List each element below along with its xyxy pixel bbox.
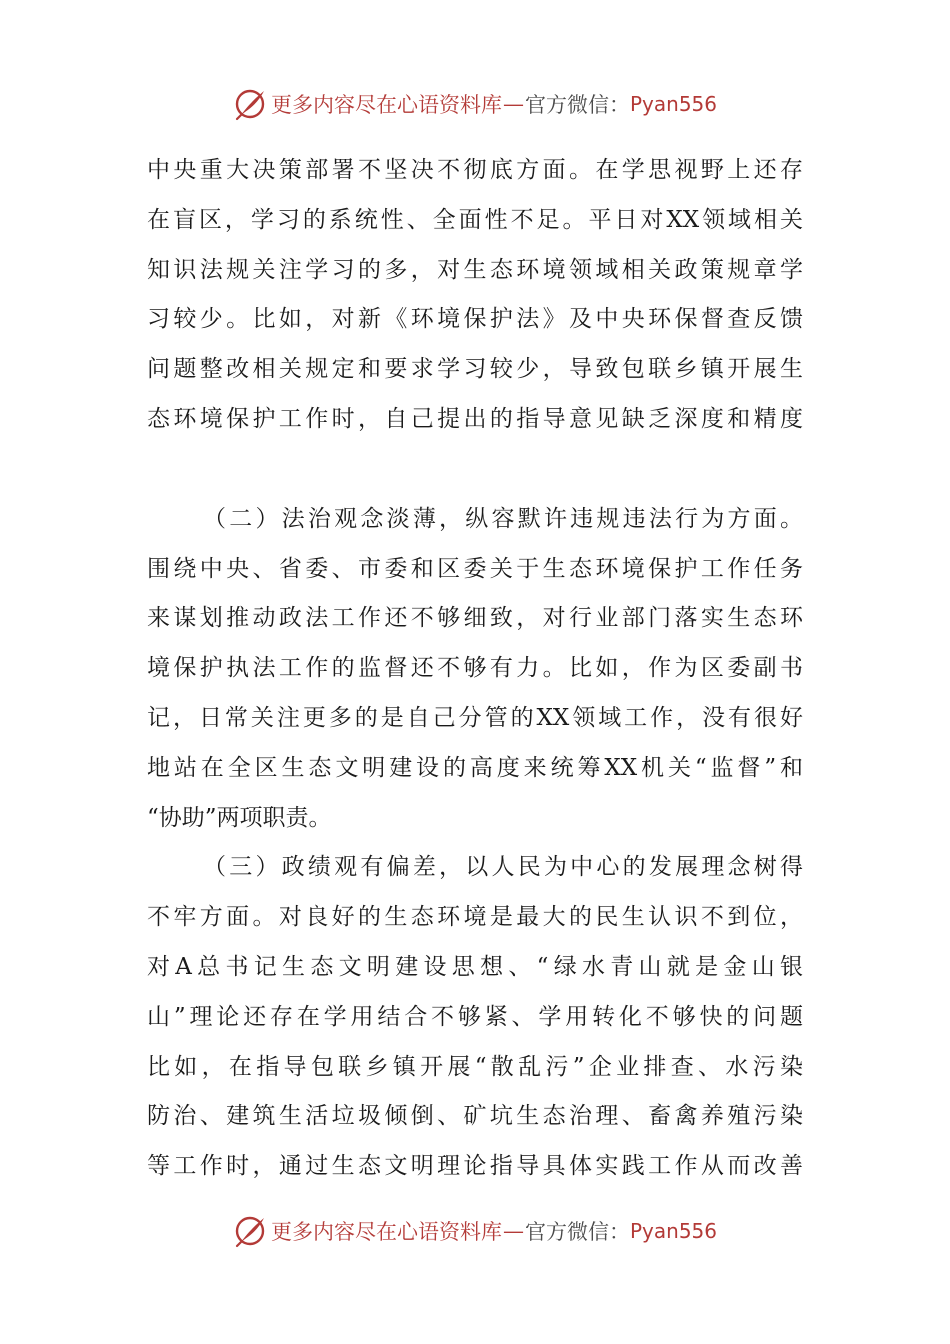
quill-pen-icon bbox=[233, 87, 267, 121]
watermark-account: Pyan556 bbox=[629, 92, 717, 116]
watermark-official-label: 官方微信： bbox=[524, 93, 630, 117]
document-body bbox=[147, 146, 803, 1192]
text-line: 围绕中央、省委、市委和区委关于生态环境保护工作任务 bbox=[147, 555, 803, 582]
header-watermark bbox=[0, 84, 950, 124]
text-line: 山”理论还存在学用结合不够紧、学用转化不够快的问题 bbox=[147, 1003, 803, 1030]
text-line: 境保护执法工作的监督还不够有力。比如，作为区委副书 bbox=[147, 655, 803, 682]
text-line: 中央重大决策部署不坚决不彻底方面。在学思视野上还存 bbox=[147, 157, 803, 183]
text-line: 地站在全区生态文明建设的高度来统筹XX机关“监督”和 bbox=[147, 754, 803, 781]
paragraph-2 bbox=[147, 495, 803, 844]
watermark-account: Pyan556 bbox=[629, 1219, 717, 1243]
text-line: 对A总书记生态文明建设思想、“绿水青山就是金山银 bbox=[147, 953, 803, 980]
watermark-brand: 更多内容尽在心语资料库 bbox=[270, 1220, 502, 1244]
text-line: 比如，在指导包联乡镇开展“散乱污”企业排查、水污染 bbox=[147, 1053, 803, 1080]
footer-watermark bbox=[0, 1211, 950, 1251]
watermark-dash: — bbox=[502, 1219, 524, 1243]
text-line: 不牢方面。对良好的生态环境是最大的民生认识不到位， bbox=[147, 904, 803, 931]
quill-pen-icon bbox=[233, 1214, 267, 1248]
text-line: 记，日常关注更多的是自己分管的XX领域工作，没有很好 bbox=[147, 704, 803, 731]
paragraph-1 bbox=[147, 146, 803, 445]
text-line: 习较少。比如，对新《环境保护法》及中央环保督查反馈 bbox=[147, 306, 803, 333]
text-line: （三）政绩观有偏差，以人民为中心的发展理念树得 bbox=[203, 854, 803, 881]
text-line: 问题整改相关规定和要求学习较少，导致包联乡镇开展生 bbox=[147, 356, 803, 383]
paragraph-3 bbox=[147, 843, 803, 1192]
text-line: 来谋划推动政法工作还不够细致，对行业部门落实生态环 bbox=[147, 605, 803, 632]
watermark-official-label: 官方微信： bbox=[524, 1220, 630, 1244]
text-line: 等工作时，通过生态文明理论指导具体实践工作从而改善 bbox=[147, 1153, 803, 1180]
text-line: 在盲区，学习的系统性、全面性不足。平日对XX领域相关 bbox=[147, 206, 803, 233]
text-line: 防治、建筑生活垃圾倾倒、矿坑生态治理、畜禽养殖污染 bbox=[147, 1103, 803, 1130]
watermark-brand: 更多内容尽在心语资料库 bbox=[270, 93, 502, 117]
paragraph-gap bbox=[147, 445, 803, 495]
text-line: 知识法规关注学习的多，对生态环境领域相关政策规章学 bbox=[147, 256, 803, 283]
watermark-dash: — bbox=[502, 92, 524, 116]
text-line: 态环境保护工作时，自己提出的指导意见缺乏深度和精度 bbox=[147, 405, 803, 432]
text-line: “协助”两项职责。 bbox=[147, 804, 332, 831]
text-line: （二）法治观念淡薄，纵容默许违规违法行为方面。 bbox=[203, 505, 803, 532]
